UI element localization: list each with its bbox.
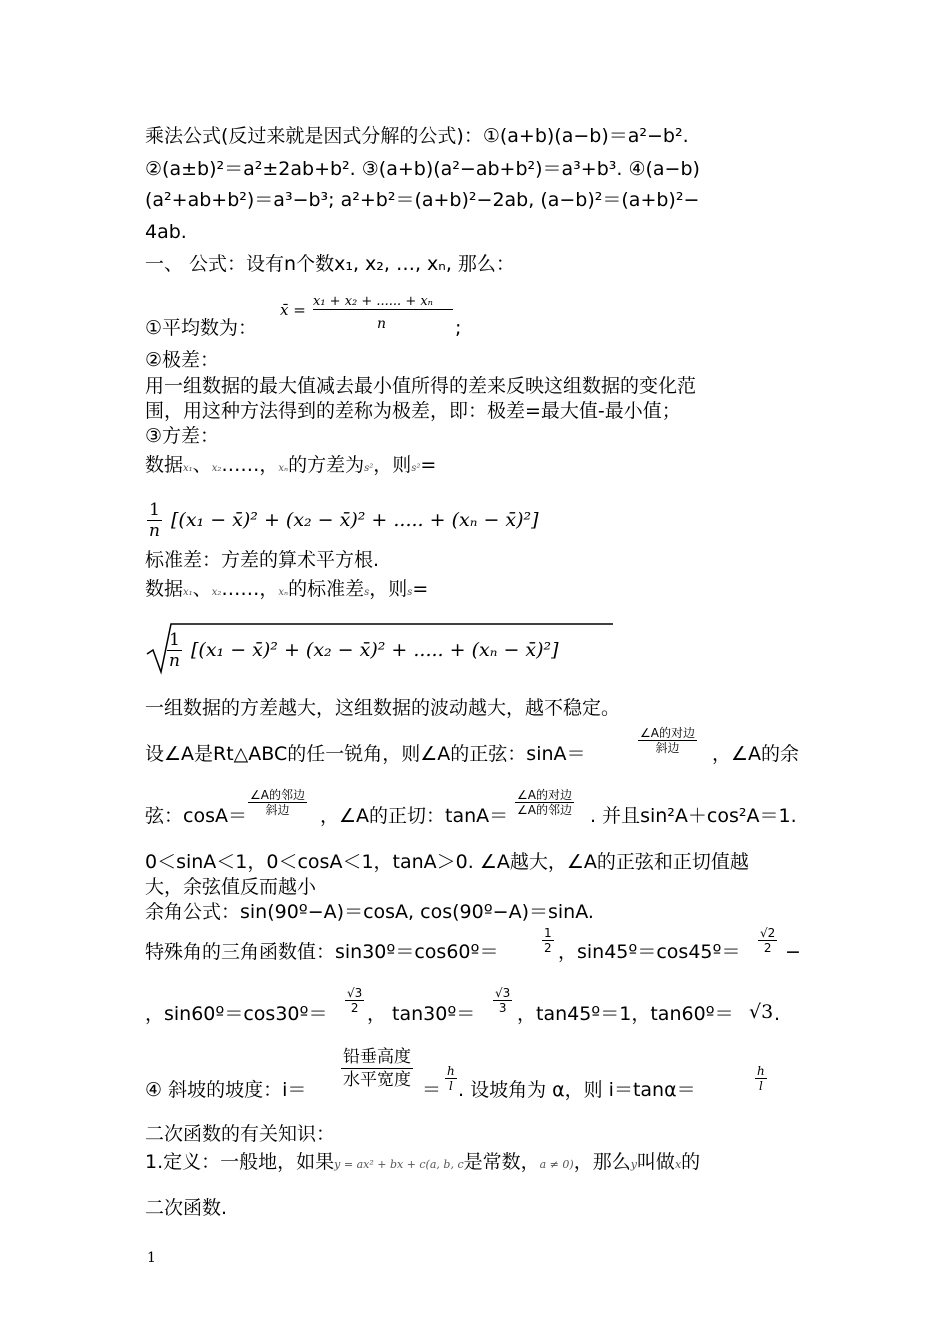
text-line: 乘法公式(反过来就是因式分解的公式)：①(a+b)(a−b)＝a²−b². (145, 125, 689, 147)
text: ，则 (373, 454, 412, 476)
text: 是常数， (463, 1151, 540, 1173)
cos-tan-definition (145, 786, 825, 830)
root3: √3 (749, 1001, 774, 1023)
text: 弦：cosA＝ (145, 805, 247, 827)
numerator: 1 (544, 926, 552, 940)
text: 设∠A是Rt△ABC的任一锐角，则∠A的正弦：sinA＝ (145, 743, 586, 765)
math-var: s² (411, 463, 421, 474)
text-line: 标准差：方差的算术平方根. (145, 549, 380, 571)
text: 1.定义：一般地，如果 (145, 1151, 335, 1173)
numerator: √3 (495, 986, 511, 1000)
mean-numerator: x₁ + x₂ + ...... + xₙ (313, 294, 433, 309)
text-line: ②(a±b)²＝a²±2ab+b². ③(a+b)(a²−ab+b²)＝a³+b³. ④(a−b) (145, 158, 700, 180)
numerator: √3 (347, 986, 363, 1000)
math-var: xₙ (278, 463, 289, 474)
h-over-l (445, 1064, 457, 1093)
text: . 并且sin²A＋cos²A＝1. (590, 805, 797, 827)
numerator: h (757, 1064, 765, 1078)
fraction (147, 500, 162, 541)
math-var: x (674, 1158, 682, 1171)
special-angles-1 (145, 926, 805, 966)
text: . (774, 1003, 781, 1025)
denominator: ∠A的邻边 (517, 803, 572, 817)
text-line: ③方差： (145, 425, 220, 447)
text: ，∠A的余 (712, 743, 800, 765)
quadratic-definition (145, 1150, 700, 1177)
text: ④ 斜坡的坡度：i＝ (145, 1079, 307, 1101)
text-line: 余角公式：sin(90º−A)＝cosA, cos(90º−A)＝sinA. (145, 901, 594, 923)
text: . 设坡角为 α，则 i＝tanα＝ (458, 1079, 696, 1101)
math-var: x₁ (183, 463, 193, 474)
text: 特殊角的三角函数值：sin30º＝cos60º＝ (145, 941, 499, 963)
text-line: 围，用这种方法得到的差称为极差，即：极差=最大值-最小值； (145, 400, 681, 422)
denominator: n (149, 521, 160, 541)
page-number: 1 (147, 1250, 156, 1266)
text-line: 二次函数. (145, 1197, 228, 1219)
math-var: x₂ (211, 463, 222, 474)
math-var: xₙ (278, 587, 289, 598)
std-sum: [(x₁ − x̄)² + (x₂ − x̄)² + ..... + (xₙ − x̄)²] (191, 639, 559, 661)
denominator: 斜边 (265, 803, 290, 817)
fraction-bar (313, 309, 453, 310)
math-var: s (364, 587, 370, 598)
root3-third-fraction (493, 986, 512, 1015)
half-fraction (542, 926, 554, 955)
math-var: y (630, 1158, 637, 1171)
text: ， tan30º＝ (367, 1003, 476, 1025)
text-line: 用一组数据的最大值减去最小值所得的差来反映这组数据的变化范 (145, 375, 697, 397)
math-var: x₁ (183, 587, 193, 598)
denominator: n (169, 651, 180, 671)
denominator: 斜边 (655, 741, 680, 755)
numerator: ∠A的邻边 (250, 788, 305, 802)
text: ，sin60º＝cos30º＝ (145, 1003, 328, 1025)
fraction (167, 630, 182, 671)
text: ，∠A的正切：tanA＝ (320, 805, 509, 827)
math-formula: y = ax² + bx + c(a, b, c (334, 1158, 464, 1171)
text-line: 4ab. (145, 221, 187, 243)
text: = (412, 578, 429, 600)
sin-definition (145, 726, 825, 770)
section-heading: 一、 公式：设有n个数x₁, x₂, …, xₙ, 那么： (145, 253, 515, 275)
text: ＝ (422, 1079, 442, 1101)
text: 叫做 (636, 1151, 675, 1173)
numerator: 1 (147, 500, 162, 521)
denominator: 2 (763, 941, 772, 955)
text: ，tan45º＝1，tan60º＝ (517, 1003, 734, 1025)
text-line: ②极差： (145, 349, 220, 371)
text: 的 (681, 1151, 701, 1173)
text: 、 (192, 578, 212, 600)
denominator: 水平宽度 (343, 1070, 411, 1090)
denominator: l (758, 1079, 763, 1093)
numerator: ∠A的对边 (640, 726, 695, 740)
text: ……， (221, 454, 279, 476)
math-var: x₂ (211, 587, 222, 598)
sin-fraction (638, 726, 697, 755)
std-data-line (145, 577, 428, 605)
text: 数据 (145, 454, 184, 476)
numerator: h (447, 1064, 455, 1078)
variance-data-line (145, 453, 436, 481)
denominator: 2 (350, 1001, 359, 1015)
root3-half-fraction (345, 986, 364, 1015)
text: 、 (192, 454, 212, 476)
text: 的标准差 (288, 578, 365, 600)
tan-fraction (515, 788, 574, 817)
numerator: 1 (167, 630, 182, 651)
denominator: 3 (498, 1001, 507, 1015)
root2-fraction (758, 926, 777, 955)
text-line: 一组数据的方差越大，这组数据的波动越大，越不稳定。 (145, 697, 621, 719)
math-formula: a ≠ 0) (539, 1158, 574, 1171)
special-angles-2 (145, 986, 805, 1028)
text: ，sin45º＝cos45º＝ (558, 941, 741, 963)
denominator: 2 (544, 941, 552, 955)
text: 数据 (145, 578, 184, 600)
section-heading: 二次函数的有关知识： (145, 1123, 336, 1145)
text-line: 大，余弦值反而越小 (145, 876, 317, 898)
text: = (420, 454, 437, 476)
text: ……， (221, 578, 279, 600)
mean-end: ; (455, 317, 462, 339)
numerator: ∠A的对边 (517, 788, 572, 802)
slope-line (145, 1044, 785, 1100)
cos-fraction (248, 788, 307, 817)
mean-lhs: x̄ = (280, 301, 306, 319)
text: ，则 (369, 578, 408, 600)
numerator: √2 (760, 926, 776, 940)
math-var: s² (364, 463, 374, 474)
h-over-l-2 (755, 1064, 767, 1093)
denominator: l (448, 1079, 453, 1093)
slope-fraction (341, 1046, 413, 1091)
numerator: 铅垂高度 (343, 1047, 411, 1067)
mean-label: ①平均数为： (145, 317, 258, 339)
mean-denominator: n (377, 316, 387, 332)
text: ，那么 (573, 1151, 631, 1173)
text: − (785, 941, 801, 963)
text-line: 0＜sinA＜1，0＜cosA＜1，tanA＞0. ∠A越大，∠A的正弦和正切值越 (145, 851, 749, 873)
text-line: (a²+ab+b²)＝a³−b³; a²+b²＝(a+b)²−2ab, (a−b)²＝(a+b)²− (145, 189, 700, 211)
math-var: s (407, 587, 413, 598)
variance-sum: [(x₁ − x̄)² + (x₂ − x̄)² + ..... + (xₙ − x̄)²] (171, 509, 539, 531)
text: 的方差为 (288, 454, 365, 476)
